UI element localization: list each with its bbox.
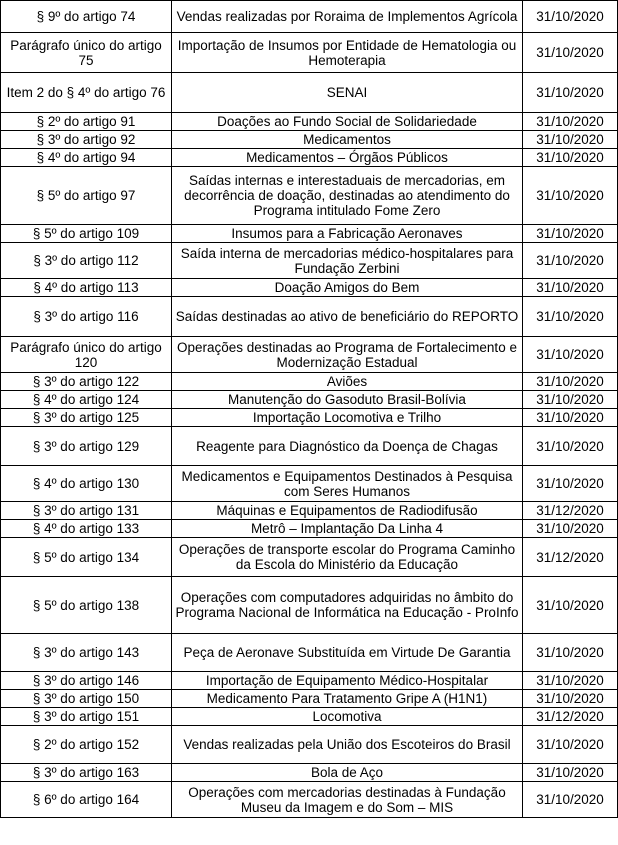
date-cell: 31/10/2020 (523, 427, 618, 466)
article-cell: § 4º do artigo 124 (1, 391, 172, 409)
description-cell: Doações ao Fundo Social de Solidariedade (172, 113, 523, 131)
table-body (1, 1, 618, 818)
table-row (1, 297, 618, 337)
table-row (1, 149, 618, 167)
table-row (1, 279, 618, 297)
description-cell: Importação Locomotiva e Trilho (172, 409, 523, 427)
table-row (1, 690, 618, 708)
date-cell: 31/10/2020 (523, 1, 618, 33)
description-cell: Operações com mercadorias destinadas à Fundação Museu da Imagem e do Som – MIS (172, 782, 523, 818)
date-cell: 31/10/2020 (523, 167, 618, 225)
description-cell: Locomotiva (172, 708, 523, 726)
table-row (1, 672, 618, 690)
date-cell: 31/10/2020 (523, 764, 618, 782)
article-cell: § 3º do artigo 122 (1, 373, 172, 391)
table-row (1, 427, 618, 466)
article-cell: Parágrafo único do artigo 120 (1, 337, 172, 373)
description-cell: Importação de Insumos por Entidade de Hematologia ou Hemoterapia (172, 33, 523, 73)
description-cell: SENAI (172, 73, 523, 113)
date-cell: 31/10/2020 (523, 466, 618, 502)
table-row (1, 466, 618, 502)
article-cell: § 3º do artigo 150 (1, 690, 172, 708)
article-cell: § 3º do artigo 143 (1, 634, 172, 672)
date-cell: 31/10/2020 (523, 73, 618, 113)
description-cell: Operações de transporte escolar do Programa Caminho da Escola do Ministério da Educação (172, 538, 523, 577)
description-cell: Saídas destinadas ao ativo de beneficiário do REPORTO (172, 297, 523, 337)
date-cell: 31/10/2020 (523, 373, 618, 391)
description-cell: Máquinas e Equipamentos de Radiodifusão (172, 502, 523, 520)
article-cell: § 3º do artigo 146 (1, 672, 172, 690)
article-cell: Item 2 do § 4º do artigo 76 (1, 73, 172, 113)
article-cell: § 4º do artigo 113 (1, 279, 172, 297)
description-cell: Bola de Aço (172, 764, 523, 782)
description-cell: Operações destinadas ao Programa de Fortalecimento e Modernização Estadual (172, 337, 523, 373)
date-cell: 31/10/2020 (523, 149, 618, 167)
description-cell: Manutenção do Gasoduto Brasil-Bolívia (172, 391, 523, 409)
description-cell: Reagente para Diagnóstico da Doença de Chagas (172, 427, 523, 466)
date-cell: 31/10/2020 (523, 297, 618, 337)
table-row (1, 782, 618, 818)
table-row (1, 243, 618, 279)
article-cell: § 5º do artigo 134 (1, 538, 172, 577)
date-cell: 31/10/2020 (523, 225, 618, 243)
date-cell: 31/10/2020 (523, 33, 618, 73)
article-cell: § 5º do artigo 138 (1, 577, 172, 634)
table-row (1, 502, 618, 520)
description-cell: Vendas realizadas pela União dos Escoteiros do Brasil (172, 726, 523, 764)
date-cell: 31/12/2020 (523, 502, 618, 520)
article-cell: § 5º do artigo 109 (1, 225, 172, 243)
date-cell: 31/10/2020 (523, 391, 618, 409)
table-row (1, 520, 618, 538)
table-row (1, 337, 618, 373)
article-cell: § 3º do artigo 92 (1, 131, 172, 149)
table-row (1, 409, 618, 427)
date-cell: 31/10/2020 (523, 520, 618, 538)
description-cell: Medicamentos e Equipamentos Destinados à Pesquisa com Seres Humanos (172, 466, 523, 502)
date-cell: 31/10/2020 (523, 409, 618, 427)
table-row (1, 73, 618, 113)
date-cell: 31/10/2020 (523, 279, 618, 297)
table-row (1, 708, 618, 726)
date-cell: 31/12/2020 (523, 708, 618, 726)
date-cell: 31/10/2020 (523, 726, 618, 764)
description-cell: Vendas realizadas por Roraima de Implementos Agrícola (172, 1, 523, 33)
table-row (1, 634, 618, 672)
article-cell: § 5º do artigo 97 (1, 167, 172, 225)
article-cell: § 4º do artigo 94 (1, 149, 172, 167)
date-cell: 31/10/2020 (523, 113, 618, 131)
table-row (1, 131, 618, 149)
table-row (1, 726, 618, 764)
description-cell: Peça de Aeronave Substituída em Virtude De Garantia (172, 634, 523, 672)
description-cell: Medicamento Para Tratamento Gripe A (H1N1) (172, 690, 523, 708)
article-cell: § 3º do artigo 116 (1, 297, 172, 337)
description-cell: Medicamentos – Órgãos Públicos (172, 149, 523, 167)
article-cell: § 2º do artigo 152 (1, 726, 172, 764)
description-cell: Insumos para a Fabricação Aeronaves (172, 225, 523, 243)
article-cell: Parágrafo único do artigo 75 (1, 33, 172, 73)
article-cell: § 3º do artigo 129 (1, 427, 172, 466)
date-cell: 31/10/2020 (523, 782, 618, 818)
date-cell: 31/10/2020 (523, 672, 618, 690)
description-cell: Operações com computadores adquiridas no âmbito do Programa Nacional de Informática na Educação - ProInfo (172, 577, 523, 634)
description-cell: Saídas internas e interestaduais de mercadorias, em decorrência de doação, destinadas ao atendimento do Programa intitulado Fome Zero (172, 167, 523, 225)
date-cell: 31/10/2020 (523, 131, 618, 149)
description-cell: Doação Amigos do Bem (172, 279, 523, 297)
description-cell: Saída interna de mercadorias médico-hospitalares para Fundação Zerbini (172, 243, 523, 279)
article-cell: § 3º do artigo 151 (1, 708, 172, 726)
description-cell: Metrô – Implantação Da Linha 4 (172, 520, 523, 538)
description-cell: Medicamentos (172, 131, 523, 149)
table-row (1, 113, 618, 131)
table-row (1, 538, 618, 577)
date-cell: 31/10/2020 (523, 690, 618, 708)
table-row (1, 225, 618, 243)
description-cell: Importação de Equipamento Médico-Hospitalar (172, 672, 523, 690)
table-row (1, 391, 618, 409)
article-cell: § 4º do artigo 133 (1, 520, 172, 538)
article-cell: § 9º do artigo 74 (1, 1, 172, 33)
article-cell: § 3º do artigo 125 (1, 409, 172, 427)
table-row (1, 373, 618, 391)
table-row (1, 33, 618, 73)
article-cell: § 2º do artigo 91 (1, 113, 172, 131)
date-cell: 31/10/2020 (523, 337, 618, 373)
table-row (1, 764, 618, 782)
description-cell: Aviões (172, 373, 523, 391)
date-cell: 31/10/2020 (523, 634, 618, 672)
table-row (1, 577, 618, 634)
article-cell: § 6º do artigo 164 (1, 782, 172, 818)
date-cell: 31/10/2020 (523, 577, 618, 634)
article-cell: § 3º do artigo 112 (1, 243, 172, 279)
article-cell: § 3º do artigo 163 (1, 764, 172, 782)
article-cell: § 4º do artigo 130 (1, 466, 172, 502)
date-cell: 31/10/2020 (523, 243, 618, 279)
date-cell: 31/12/2020 (523, 538, 618, 577)
article-cell: § 3º do artigo 131 (1, 502, 172, 520)
table-row (1, 1, 618, 33)
table-row (1, 167, 618, 225)
